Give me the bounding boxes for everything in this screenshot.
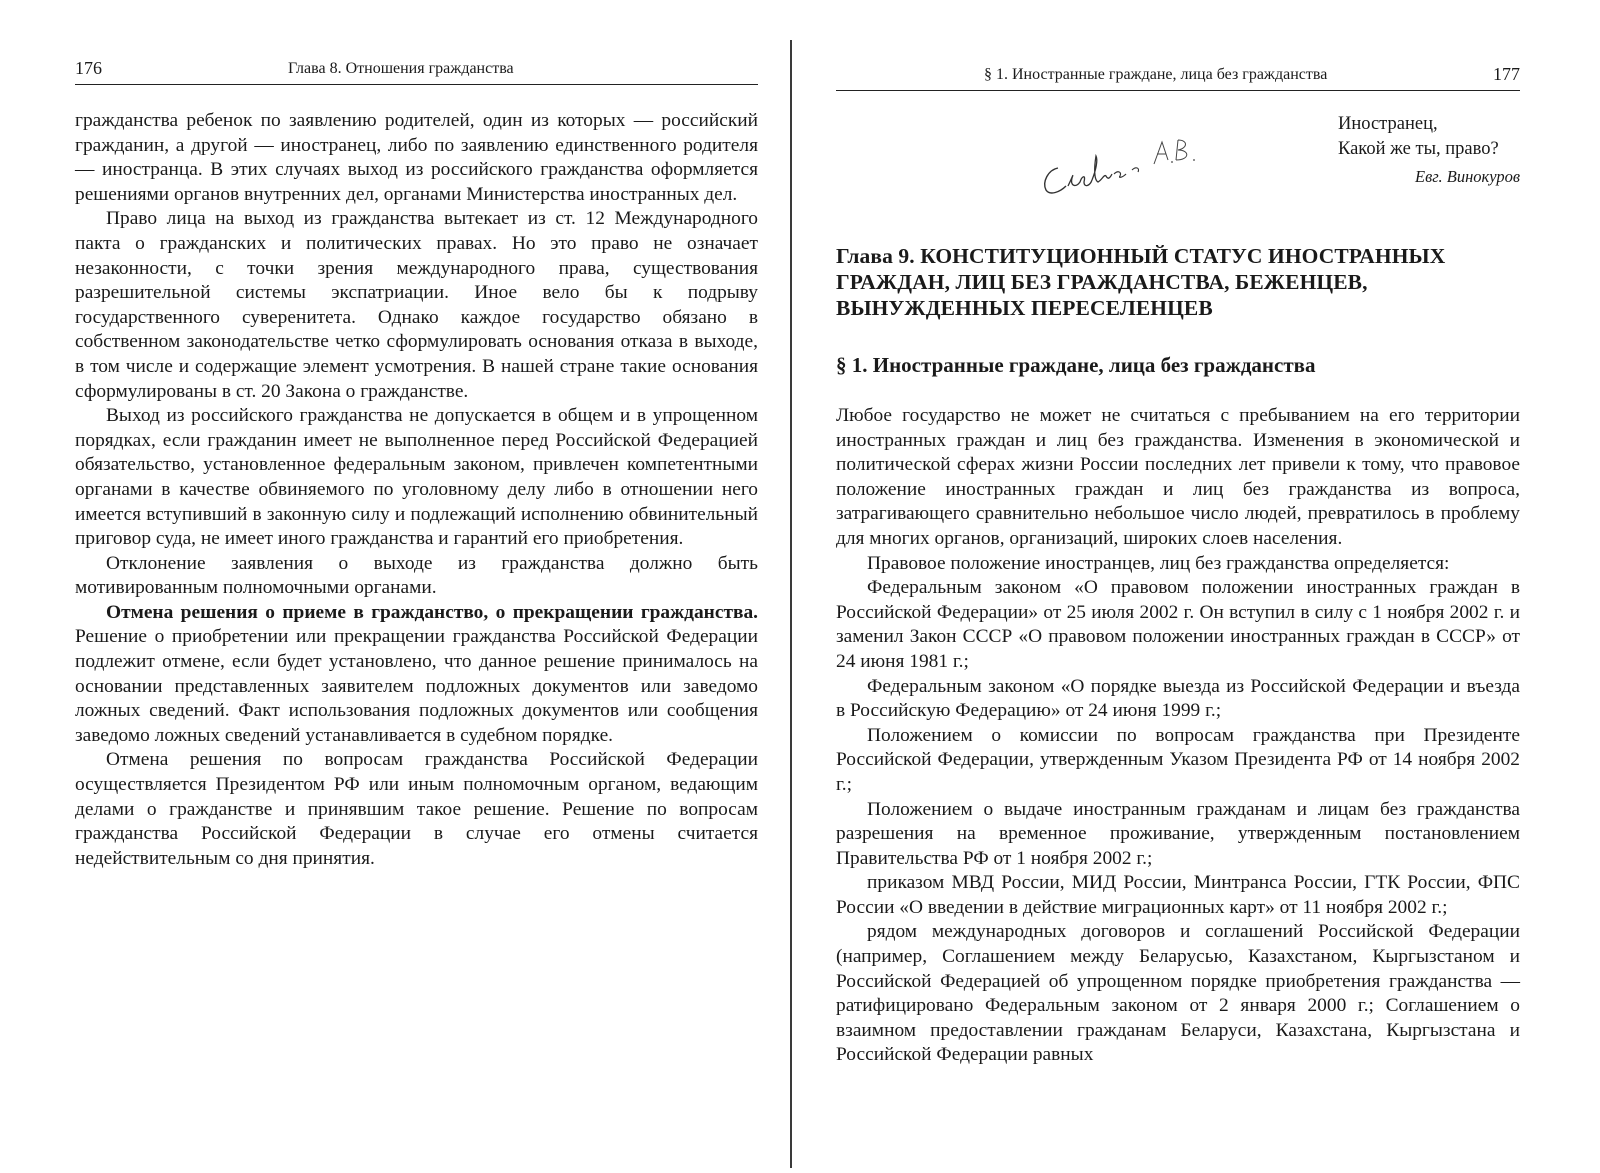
left-paragraph-5-text: Решение о приобретении или прекращении гражданства Российской Федерации подлежит отмене, если будет установлено, что данное решение принималось на основании представленных заявителем подложных документов или заведомо ложных сведений. Факт использования подложных документов или сообщения заведомо ложных сведений устанавливается в судебном порядке. [75,626,758,746]
right-paragraph-3: Федеральным законом «О правовом положении иностранных граждан в Российской Федерации» от 25 июля 2002 г. Он вступил в силу с 1 ноября 2002 г. и заменил Закон СССР «О правовом положении иностранных граждан в СССР» от 24 июня 1981 г.; [836,577,1520,672]
right-running-header [836,64,1520,91]
left-body-text [75,109,758,871]
left-paragraph-5-bold-lead: Отмена решения о приеме в гражданство, о прекращении гражданства. [106,601,758,623]
left-paragraph-4: Отклонение заявления о выходе из гражданства должно быть мотивированным полномочными органами. [75,552,758,599]
section-title: § 1. Иностранные граждане, лица без гражданства [836,353,1316,377]
left-running-header [75,58,758,85]
left-page-number: 176 [75,58,102,78]
right-paragraph-6: Положением о выдаче иностранным гражданам и лицам без гражданства разрешения на временное проживание, утвержденным постановлением Правительства РФ от 1 ноября 2002 г.; [836,798,1520,869]
left-running-title: Глава 8. Отношения гражданства [288,60,514,77]
left-paragraph-6: Отмена решения по вопросам гражданства Российской Федерации осуществляется Президентом РФ или иным полномочным органом, ведающим делами о гражданстве и принявшим такое решение. Решение по вопросам гражданства Российской Федерации в случае его отмены считается недействительным со дня принятия. [75,749,758,869]
epigraph-line-1: Иностранец, [1338,114,1438,134]
left-paragraph-5 [75,601,758,749]
right-paragraph-8: рядом международных договоров и соглашений Российской Федерации (например, Соглашением между Беларусью, Казахстаном, Кыргызстаном и Российской Федерацией об упрощенном порядке приобретения гражданства — ратифицировано Федеральным законом от 2 января 2000 г.; Соглашением о взаимном предоставлении гражданам Беларуси, Казахстана, Кыргызстана и Российской Федерации равных [836,921,1520,1066]
right-paragraph-1: Любое государство не может не считаться с пребыванием на его территории иностранных граждан и лиц без гражданства. Изменения в экономической и политической сферах жизни России последних лет привели к тому, что правовое положение иностранных граждан и лиц без гражданства из вопроса, затрагивающего сравнительно небольшое число людей, превратилось в проблему для многих органов, организаций, широких слоев населения. [836,405,1520,549]
epigraph-line-2: Какой же ты, право? [1338,139,1499,159]
right-paragraph-5: Положением о комиссии по вопросам гражданства при Президенте Российской Федерации, утвержденным Указом Президента РФ от 14 ноября 2002 г.; [836,724,1520,795]
book-spine-line [790,40,792,1168]
left-paragraph-1: гражданства ребенок по заявлению родителей, один из которых — российский гражданин, а другой — иностранец, либо по заявлению единственного родителя — иностранца. В этих случаях выход из российского гражданства оформляется решениями органов внутренних дел, органами Министерства иностранных дел. [75,110,758,205]
right-running-title: § 1. Иностранные граждане, лица без гражданства [984,66,1328,83]
chapter-title: Глава 9. КОНСТИТУЦИОННЫЙ СТАТУС ИНОСТРАННЫХ ГРАЖДАН, ЛИЦ БЕЗ ГРАЖДАНСТВА, БЕЖЕНЦЕВ, ВЫНУЖДЕННЫХ ПЕРЕСЕЛЕНЦЕВ [836,244,1446,320]
left-paragraph-2: Право лица на выход из гражданства вытекает из ст. 12 Международного пакта о гражданских и политических правах. Но это право не означает незаконности, с точки зрения международного права, существования разрешительной системы экспатриации. Иное вело бы к подрыву государственного суверенитета. Однако каждое государство обязано в собственном законодательстве четко сформулировать основания отказа в выходе, в том числе и содержащие элемент усмотрения. В нашей стране такие основания сформулированы в ст. 20 Закона о гражданстве. [75,208,758,402]
right-paragraph-2: Правовое положение иностранцев, лиц без гражданства определяется: [867,552,1450,574]
right-body-text [836,404,1520,1068]
epigraph [1338,112,1520,189]
right-page-number: 177 [1493,64,1520,84]
epigraph-author: Евг. Винокуров [1415,167,1520,186]
right-paragraph-4: Федеральным законом «О порядке выезда из Российской Федерации и въезда в Российскую Федерацию» от 24 июня 1999 г.; [836,675,1520,722]
handwritten-signature [1036,130,1236,200]
right-paragraph-7: приказом МВД России, МИД России, Минтранса России, ГТК России, ФПС России «О введении в действие миграционных карт» от 11 ноября 2002 г.; [836,872,1520,918]
left-paragraph-3: Выход из российского гражданства не допускается в общем и в упрощенном порядках, если гражданин имеет не выполненное перед Российской Федерацией обязательство, установленное федеральным законом, привлечен компетентными органами в качестве обвиняемого по уголовному делу либо в отношении него имеется вступивший в законную силу и подлежащий исполнению обвинительный приговор суда, не имеет иного гражданства и гарантий его приобретения. [75,405,758,550]
